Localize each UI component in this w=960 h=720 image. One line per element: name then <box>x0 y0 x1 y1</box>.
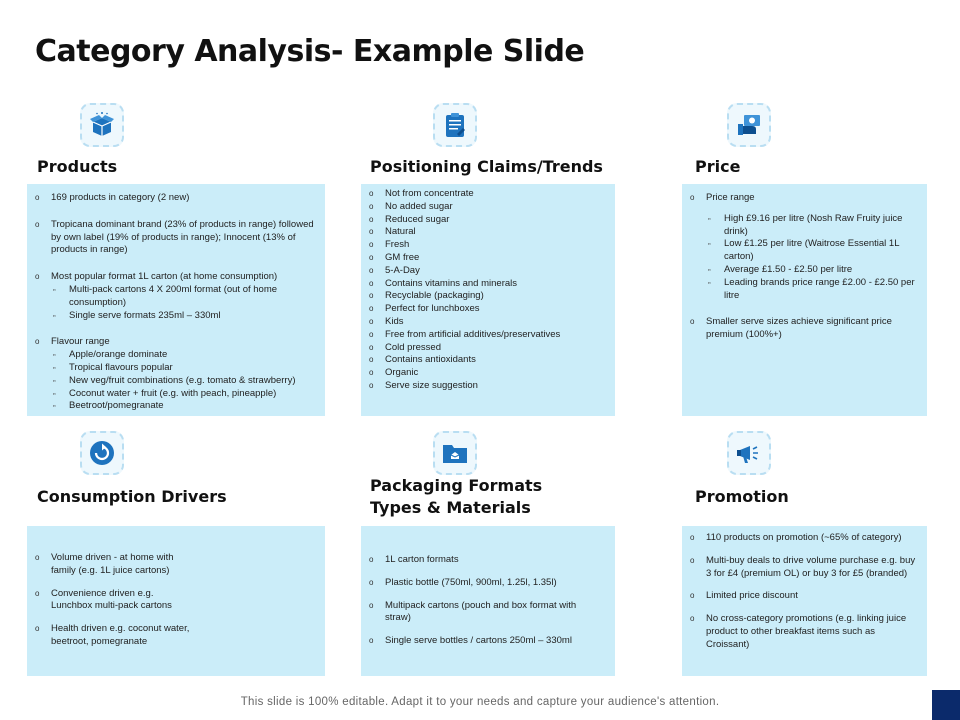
list-item-text: Flavour range <box>51 336 110 348</box>
list-item-text: Most popular format 1L carton (at home consumption) <box>51 271 278 283</box>
list-item: o Single serve bottles / cartons 250ml – 330ml <box>385 635 585 648</box>
sub-item: „ Multi-pack cartons 4 X 200ml format (out of home consumption) <box>69 284 317 310</box>
list-item: o GM free <box>385 252 607 265</box>
list-item: o Multi-buy deals to drive volume purchase e.g. buy 3 for £4 (premium OL) or buy 3 for £5 (branded) <box>706 555 919 581</box>
products-box <box>27 184 325 416</box>
consumption-heading: Consumption Drivers <box>37 487 227 506</box>
list-item: o Plastic bottle (750ml, 900ml, 1.25l, 1.35l) <box>385 577 585 590</box>
list-item <box>51 336 317 413</box>
list-item: o Recyclable (packaging) <box>385 290 607 303</box>
promotion-box <box>682 526 927 676</box>
open-box-icon <box>87 110 117 140</box>
list-item: o Serve size suggestion <box>385 380 607 393</box>
sub-item: „ Average £1.50 - £2.50 per litre <box>724 264 919 277</box>
positioning-icon-badge <box>433 103 477 147</box>
refresh-icon <box>87 438 117 468</box>
footer-note: This slide is 100% editable. Adapt it to your needs and capture your audience's attention. <box>240 696 720 708</box>
list-item: o Reduced sugar <box>385 214 607 227</box>
list-item: o Perfect for lunchboxes <box>385 303 607 316</box>
packaging-icon-badge <box>433 431 477 475</box>
sub-item: „ Tropical flavours popular <box>69 362 317 375</box>
list-item: o Tropicana dominant brand (23% of products in range) followed by own label (19% of products in range); Innocent (13% of products in range) <box>51 219 317 257</box>
list-item-text: Price range <box>706 192 755 203</box>
sub-item: „ New veg/fruit combinations (e.g. tomato & strawberry) <box>69 375 317 388</box>
price-heading: Price <box>695 157 741 176</box>
money-hand-icon <box>734 110 764 140</box>
sub-item: „ Single serve formats 235ml – 330ml <box>69 310 317 323</box>
products-heading: Products <box>37 157 118 176</box>
price-box <box>682 184 927 416</box>
sub-item: „ Coconut water + fruit (e.g. with peach, pineapple) <box>69 388 317 401</box>
list-item: o 5-A-Day <box>385 265 607 278</box>
sub-item: „ Low £1.25 per litre (Waitrose Essential 1L carton) <box>724 238 919 264</box>
slide-title: Category Analysis- Example Slide <box>35 34 585 69</box>
list-item: o Fresh <box>385 239 607 252</box>
sub-item: „ High £9.16 per litre (Nosh Raw Fruity juice drink) <box>724 213 919 239</box>
megaphone-icon <box>734 438 764 468</box>
sub-item: „ Leading brands price range £2.00 - £2.50 per litre <box>724 277 919 303</box>
list-item: o 1L carton formats <box>385 554 585 567</box>
packaging-heading-line2: Types & Materials <box>370 498 531 517</box>
clipboard-icon <box>440 110 470 140</box>
packaging-heading <box>370 475 542 519</box>
packaging-box <box>361 526 615 676</box>
list-item: o Smaller serve sizes achieve significant price premium (100%+) <box>706 316 919 342</box>
list-item <box>706 192 919 302</box>
list-item: o Free from artificial additives/preservatives <box>385 329 607 342</box>
price-icon-badge <box>727 103 771 147</box>
packaging-heading-line1: Packaging Formats <box>370 476 543 495</box>
positioning-box <box>361 184 615 416</box>
list-item: o Cold pressed <box>385 342 607 355</box>
promotion-heading: Promotion <box>695 487 789 506</box>
corner-accent <box>932 690 960 720</box>
promotion-icon-badge <box>727 431 771 475</box>
list-item: o No cross-category promotions (e.g. linking juice product to other breakfast items such as Croissant) <box>706 613 919 651</box>
list-item: o 169 products in category (2 new) <box>51 192 317 205</box>
sub-item: „ Beetroot/pomegranate <box>69 400 317 413</box>
list-item <box>51 271 317 322</box>
list-item: o 110 products on promotion (~65% of category) <box>706 532 919 545</box>
list-item: o Volume driven - at home with family (e.g. 1L juice cartons) <box>51 552 191 578</box>
folder-icon <box>440 438 470 468</box>
consumption-icon-badge <box>80 431 124 475</box>
products-icon-badge <box>80 103 124 147</box>
list-item: o Organic <box>385 367 607 380</box>
list-item: o Contains vitamins and minerals <box>385 278 607 291</box>
list-item: o Health driven e.g. coconut water, beetroot, pomegranate <box>51 623 191 649</box>
list-item: o Limited price discount <box>706 590 919 603</box>
list-item: o Contains antioxidants <box>385 354 607 367</box>
list-item: o Kids <box>385 316 607 329</box>
list-item: o Natural <box>385 226 607 239</box>
list-item: o Multipack cartons (pouch and box format with straw) <box>385 600 585 626</box>
positioning-heading: Positioning Claims/Trends <box>370 157 603 176</box>
sub-item: „ Apple/orange dominate <box>69 349 317 362</box>
list-item: o Convenience driven e.g. Lunchbox multi-pack cartons <box>51 588 191 614</box>
consumption-box <box>27 526 325 676</box>
list-item: o No added sugar <box>385 201 607 214</box>
list-item: o Not from concentrate <box>385 188 607 201</box>
